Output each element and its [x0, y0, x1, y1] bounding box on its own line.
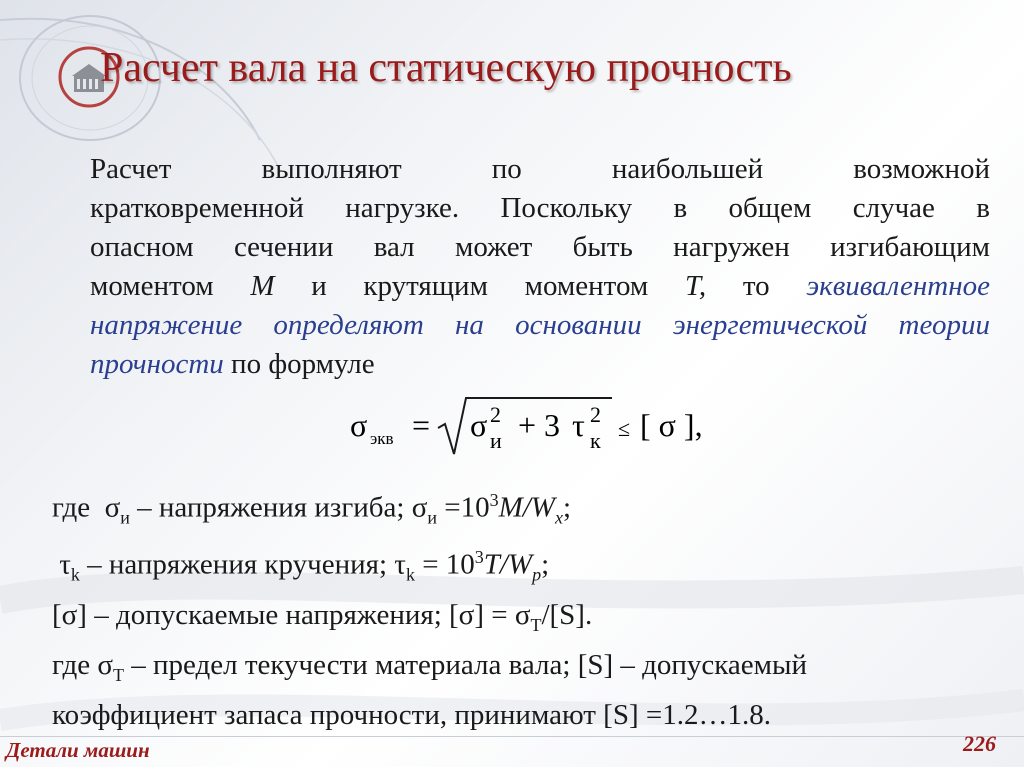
equivalent-stress-term: эквивалентное — [806, 270, 991, 302]
formula-sub-k: к — [590, 428, 601, 453]
formula-sub-i: и — [490, 428, 502, 453]
paragraph-line: прочности по формуле — [90, 348, 375, 380]
formula-rhs: [ σ ], — [640, 407, 703, 443]
formula-lhs-sub: экв — [370, 429, 394, 448]
formula-sup-2b: 2 — [590, 402, 601, 427]
definition-line: [σ] – допускаемые напряжения; $[\sigma] = \sigma_T/[S]$. — [52, 598, 593, 635]
footer-divider — [0, 736, 1024, 737]
formula-lhs-sigma: σ — [350, 407, 368, 443]
formula-plus-3: + 3 — [518, 407, 561, 443]
paragraph-line-highlight: напряжение определяют на основании энергетической теории — [90, 309, 990, 341]
definitions-block — [52, 480, 1012, 735]
definition-line: где $\sigma_T$ – предел текучести материала вала; [S] – допускаемый — [52, 648, 808, 685]
footer-course-title: Детали машин — [6, 738, 150, 762]
formula-sup-2a: 2 — [490, 402, 501, 427]
definition-line: $\tau_k$ – напряжения кручения; $\tau_k = 10^3T/W_p$; — [59, 547, 550, 585]
formula-sigma: σ — [470, 407, 488, 443]
formula-le: ≤ — [618, 416, 631, 441]
main-paragraph — [90, 150, 990, 384]
formula-eq: = — [412, 407, 431, 443]
moment-m-symbol: M — [250, 270, 275, 302]
paragraph-line: опасном сечении вал может быть нагружен изгибающим — [90, 231, 990, 263]
paragraph-line: Расчет выполняют по наибольшей возможной — [90, 153, 990, 185]
moment-t-symbol: T, — [684, 270, 707, 302]
paragraph-line: моментом M и крутящим моментом T, то эквивалентное — [90, 270, 991, 302]
slide-title: Расчет вала на статическую прочность — [100, 45, 792, 91]
definition-line: где $\sigma_и$ – напряжения изгиба; $\sigma_и =10^3M/W_x$; — [52, 490, 572, 528]
equivalent-stress-formula — [350, 392, 750, 462]
paragraph-line: кратковременной нагрузке. Поскольку в общем случае в — [90, 192, 990, 224]
page-number: 226 — [963, 731, 996, 756]
definition-line: коэффициент запаса прочности, принимают [S] =1.2…1.8. — [52, 698, 771, 731]
formula-tau: τ — [572, 407, 585, 443]
